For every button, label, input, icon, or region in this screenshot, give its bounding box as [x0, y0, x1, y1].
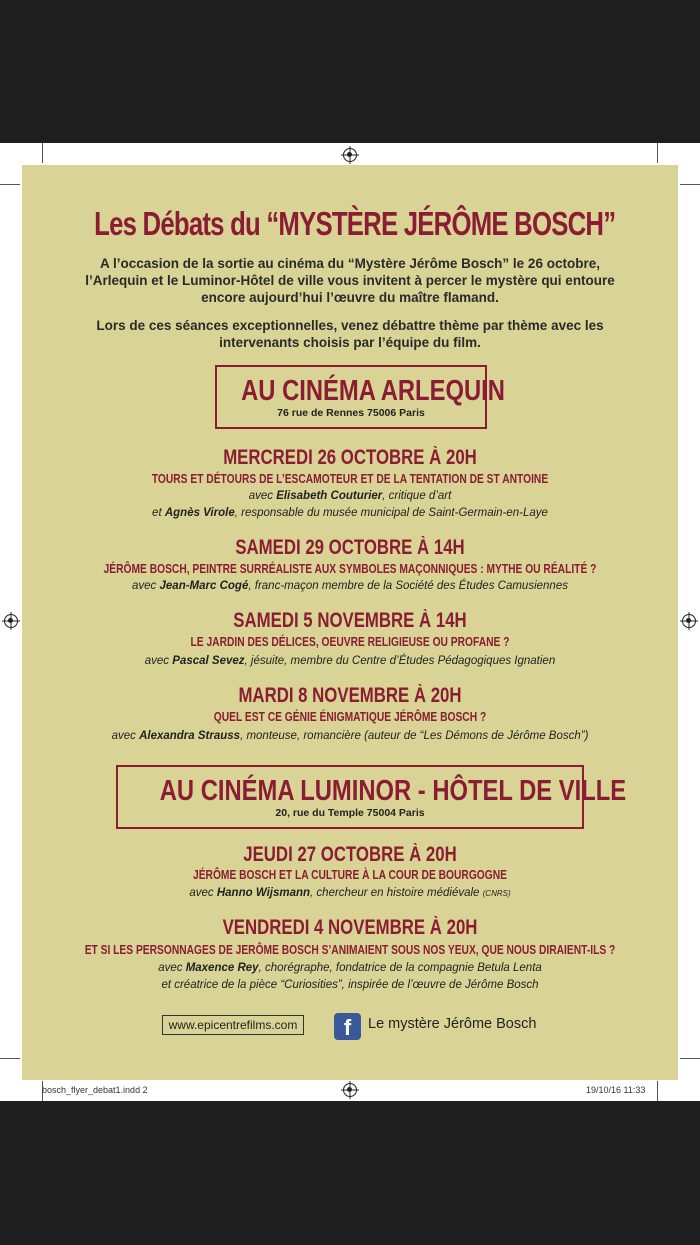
event-topic: JÉRÔME BOSCH, PEINTRE SURRÉALISTE AUX SYMBOLES MAÇONNIQUES : MYTHE OU RÉALITÉ ?: [103, 562, 597, 576]
event-speaker: avec Alexandra Strauss, monteuse, romancière (auteur de “Les Démons de Jérôme Bosch”): [111, 730, 589, 742]
crop-mark: [680, 184, 700, 185]
crop-mark: [0, 1058, 20, 1059]
crop-mark: [0, 184, 20, 185]
intro-line: encore aujourd’hui l’œuvre du maître flamand.: [201, 290, 499, 305]
registration-mark-icon: [343, 148, 357, 162]
event-speaker: et Agnès Virole, responsable du musée municipal de Saint-Germain-en-Laye: [152, 507, 548, 519]
top-dark-band: [0, 0, 700, 143]
intro-paragraph-2: [22, 317, 678, 351]
facebook-icon[interactable]: f: [334, 1013, 361, 1040]
website-link[interactable]: www.epicentrefilms.com: [162, 1015, 304, 1035]
event-date: MARDI 8 NOVEMBRE À 20H: [238, 684, 462, 707]
event-topic: LE JARDIN DES DÉLICES, OEUVRE RELIGIEUSE OU PROFANE ?: [190, 635, 510, 649]
event-date: VENDREDI 4 NOVEMBRE À 20H: [222, 916, 478, 939]
crop-mark: [657, 1081, 658, 1101]
event-speaker: avec Elisabeth Couturier, critique d’art: [248, 490, 452, 502]
event-topic: TOURS ET DÉTOURS DE L’ESCAMOTEUR ET DE LA TENTATION DE ST ANTOINE: [151, 472, 549, 486]
flyer: [22, 165, 678, 1080]
bottom-dark-band: [0, 1101, 700, 1245]
intro-line: l’Arlequin et le Luminor-Hôtel de ville vous invitent à percer le mystère qui entoure: [85, 273, 615, 288]
event-date: SAMEDI 29 OCTOBRE À 14H: [235, 536, 465, 559]
intro-paragraph: [22, 255, 678, 306]
slug-date: 19/10/16 11:33: [586, 1085, 646, 1095]
event-speaker: et créatrice de la pièce “Curiosities”, inspirée de l’œuvre de Jérôme Bosch: [161, 979, 539, 991]
event-speaker: avec Maxence Rey, chorégraphe, fondatrice de la compagnie Betula Lenta: [158, 962, 542, 974]
event-date: MERCREDI 26 OCTOBRE À 20H: [223, 446, 477, 469]
event-date: JEUDI 27 OCTOBRE À 20H: [243, 843, 457, 866]
event-date: SAMEDI 5 NOVEMBRE À 14H: [233, 609, 467, 632]
venue-box-luminor: [116, 765, 627, 829]
venue-name: AU CINÉMA LUMINOR - HÔTEL DE VILLE: [159, 775, 627, 807]
flyer-title: Les Débats du “MYSTÈRE JÉRÔME BOSCH”: [94, 205, 616, 242]
event-topic: QUEL EST CE GÉNIE ÉNIGMATIQUE JÉRÔME BOSCH ?: [213, 710, 487, 724]
crop-mark: [680, 1058, 700, 1059]
registration-mark-icon: [343, 1083, 357, 1097]
registration-mark-icon: [682, 614, 696, 628]
venue-name: AU CINÉMA ARLEQUIN: [241, 375, 505, 407]
venue-box-arlequin: [215, 365, 505, 429]
crop-mark: [42, 143, 43, 163]
venue-address: 20, rue du Temple 75004 Paris: [275, 807, 425, 819]
slug-filename: bosch_flyer_debat1.indd 2: [42, 1085, 148, 1095]
intro-line: intervenants choisis par l’équipe du film.: [219, 335, 481, 350]
event-speaker: avec Hanno Wijsmann, chercheur en histoire médiévale (CNRS): [189, 887, 511, 899]
crop-mark: [657, 143, 658, 163]
event-speaker: avec Jean-Marc Cogé, franc-maçon membre de la Société des Études Camusiennes: [132, 580, 568, 592]
event-speaker: avec Pascal Sevez, jésuite, membre du Centre d’Études Pédagogiques Ignatien: [144, 655, 556, 667]
intro-line: Lors de ces séances exceptionnelles, venez débattre thème par thème avec les: [96, 318, 604, 333]
venue-address: 76 rue de Rennes 75006 Paris: [277, 407, 425, 419]
event-topic: ET SI LES PERSONNAGES DE JERÔME BOSCH S’ANIMAIENT SOUS NOS YEUX, QUE NOUS DIRAIENT-ILS ?: [84, 943, 616, 957]
registration-mark-icon: [4, 614, 18, 628]
facebook-page-label[interactable]: Le mystère Jérôme Bosch: [368, 1016, 537, 1032]
event-topic: JÉRÔME BOSCH ET LA CULTURE À LA COUR DE BOURGOGNE: [193, 868, 507, 882]
intro-line: A l’occasion de la sortie au cinéma du “Mystère Jérôme Bosch” le 26 octobre,: [100, 256, 600, 271]
